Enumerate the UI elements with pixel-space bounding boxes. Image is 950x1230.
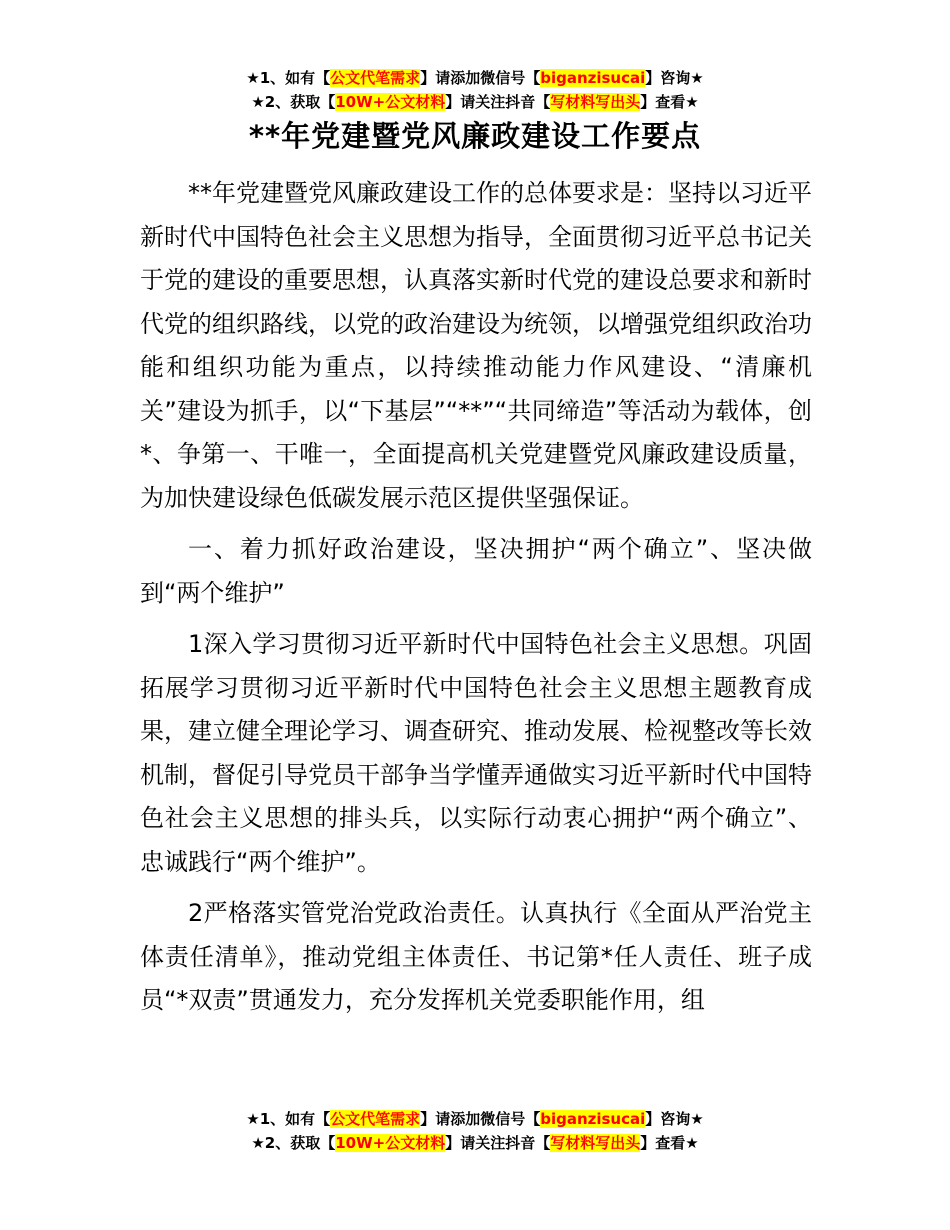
notice-highlight: biganzisucai (540, 1110, 646, 1128)
notice-highlight: biganzisucai (540, 69, 646, 87)
notice-line-1: ★1、如有【公文代笔需求】请添加微信号【biganzisucai】咨询★ (246, 69, 704, 87)
notice-highlight: 公文代笔需求 (330, 69, 421, 87)
notice-line-2: ★2、获取【10W+公文材料】请关注抖音【写材料写出头】查看★ (251, 1134, 699, 1152)
paragraph-intro: **年党建暨党风廉政建设工作的总体要求是：坚持以习近平新时代中国特色社会主义思想为指导，全面贯彻习近平总书记关于党的建设的重要思想，认真落实新时代党的建设总要求和新时代党的组织路线，以党的政治建设为统领，以增强党组织政治功能和组织功能为重点，以持续推动能力作风建设、“清廉机关”建设为抓手，以“下基层”“**”“共同缔造”等活动为载体，创*、争第一、干唯一，全面提高机关党建暨党风廉政建设质量，为加快建设绿色低碳发展示范区提供坚强保证。 (140, 179, 812, 512)
notice-highlight: 10W+公文材料 (335, 1134, 446, 1152)
paragraph-item-2: 2严格落实管党治党政治责任。认真执行《全面从严治党主体责任清单》，推动党组主体责任、书记第*任人责任、班子成员“*双责”贯通发力，充分发挥机关党委职能作用，组 (140, 899, 812, 1014)
footer-notice (0, 1107, 950, 1155)
notice-highlight: 10W+公文材料 (335, 93, 446, 111)
section-heading-1: 一、着力抓好政治建设，坚决拥护“两个确立”、坚决做到“两个维护” (140, 535, 812, 607)
notice-line-2: ★2、获取【10W+公文材料】请关注抖音【写材料写出头】查看★ (251, 93, 699, 111)
paragraph-item-1: 1深入学习贯彻习近平新时代中国特色社会主义思想。巩固拓展学习贯彻习近平新时代中国特色社会主义思想主题教育成果，建立健全理论学习、调查研究、推动发展、检视整改等长效机制，督促引导党员干部争当学懂弄通做实习近平新时代中国特色社会主义思想的排头兵，以实际行动衷心拥护“两个确立”、忠诚践行“两个维护”。 (140, 630, 812, 876)
document-body (140, 172, 812, 1031)
notice-highlight: 写材料写出头 (550, 93, 641, 111)
notice-highlight: 公文代笔需求 (330, 1110, 421, 1128)
header-notice (0, 66, 950, 114)
document-title: **年党建暨党风廉政建设工作要点 (248, 119, 702, 153)
notice-line-1: ★1、如有【公文代笔需求】请添加微信号【biganzisucai】咨询★ (246, 1110, 704, 1128)
notice-highlight: 写材料写出头 (550, 1134, 641, 1152)
